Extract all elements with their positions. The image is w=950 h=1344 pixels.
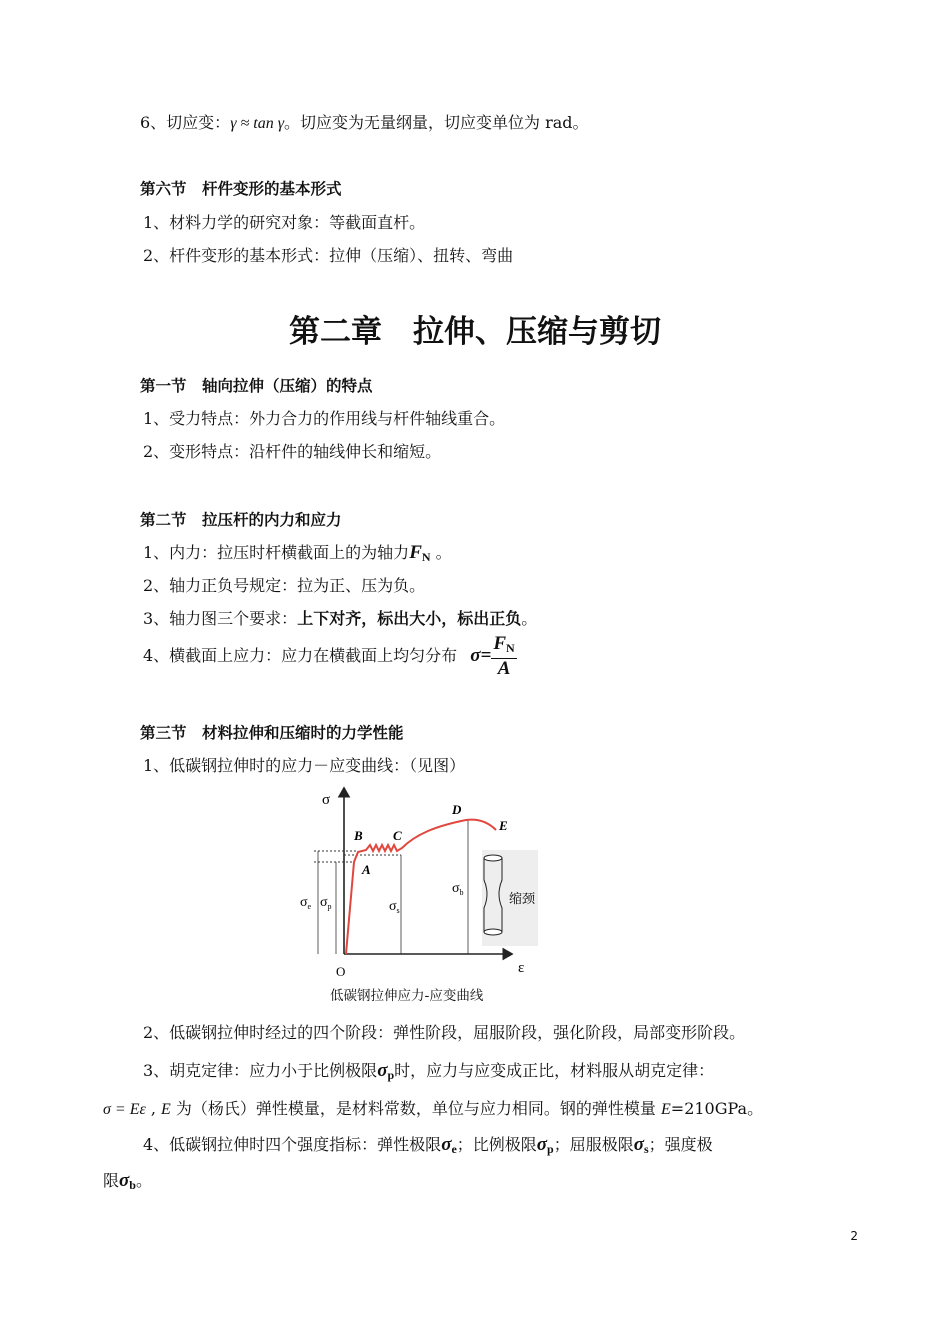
chapter2-section-3-item-2: 2、低碳钢拉伸时经过的四个阶段：弹性阶段，屈服阶段，强化阶段，局部变形阶段。 <box>143 1023 746 1042</box>
chapter2-section-2-item-4: 4、横截面上应力：应力在横截面上均匀分布 σ= $\frac{F_N}{A}$ <box>143 633 515 679</box>
stress-strain-curve <box>346 820 496 954</box>
label-sigma-e: $\sigma_e$ <box>300 895 312 911</box>
axial-force-symbol: F <box>409 542 422 563</box>
point-E: E <box>499 818 508 833</box>
chapter-title: 第二章 拉伸、压缩与剪切 <box>289 314 661 350</box>
chapter2-section-3-item-3: 3、胡克定律：应力小于比例极限$\sigma_p$时，应力与应变成正比，材料服从胡克定律： <box>143 1060 715 1082</box>
point-C: C <box>393 828 402 843</box>
origin-label: O <box>336 964 346 979</box>
chapter2-section-2-item-1: 1、内力：拉压时杆横截面上的为轴力$F_N$ 。 <box>143 542 452 564</box>
axial-diagram-requirements: 上下对齐，标出大小，标出正负 <box>297 609 522 628</box>
necking-label: 缩颈 <box>509 891 536 906</box>
chapter2-section-3-item-3-cont: σ = Eε , E 为（杨氏）弹性模量，是材料常数，单位与应力相同。钢的弹性模量 E=210GPa。 <box>103 1099 764 1118</box>
figure-caption: 低碳钢拉伸应力-应变曲线 <box>330 988 484 1004</box>
shear-strain-formula: γ ≈ tan γ <box>230 115 285 132</box>
label-sigma-p: $\sigma_p$ <box>320 895 332 911</box>
chapter2-section-1-heading: 第一节 轴向拉伸（压缩）的特点 <box>140 377 373 395</box>
section-6-item-1: 1、材料力学的研究对象：等截面直杆。 <box>143 213 426 232</box>
label-sigma-s: $\sigma_s$ <box>389 899 400 915</box>
section-6-heading: 第六节 杆件变形的基本形式 <box>140 180 342 198</box>
chapter2-section-2-item-3: 3、轴力图三个要求：上下对齐，标出大小，标出正负。 <box>143 609 538 628</box>
chapter2-section-1-item-2: 2、变形特点：沿杆件的轴线伸长和缩短。 <box>143 442 442 461</box>
stress-formula-fraction: $\frac{F_N}{A}$ <box>493 633 515 679</box>
point-D: D <box>452 802 462 817</box>
point-A: A <box>362 862 371 877</box>
x-axis-label: ε <box>518 960 525 976</box>
label-sigma-b: $\sigma_b$ <box>452 881 464 897</box>
necking-specimen <box>482 850 538 946</box>
chapter2-section-2-heading: 第二节 拉压杆的内力和应力 <box>140 511 342 529</box>
chapter2-section-3-heading: 第三节 材料拉伸和压缩时的力学性能 <box>140 724 404 742</box>
point-B: B <box>354 828 363 843</box>
chapter2-section-3-item-4: 4、低碳钢拉伸时四个强度指标：弹性极限$\sigma_e$；比例极限$\sigma_p$；屈服极限$\sigma_s$；强度极 <box>143 1134 713 1156</box>
chapter2-section-3-item-4-cont: 限$\sigma_b$。 <box>103 1170 152 1192</box>
stress-strain-figure <box>296 782 556 982</box>
stress-formula-lhs: σ= <box>470 645 492 666</box>
hooke-law-formula: σ = Eε <box>103 1101 146 1118</box>
y-axis-label: σ <box>322 792 331 808</box>
chapter2-section-1-item-1: 1、受力特点：外力合力的作用线与杆件轴线重合。 <box>143 409 506 428</box>
shear-strain-item: 6、切应变：γ ≈ tan γ。切应变为无量纲量，切应变单位为 rad。 <box>140 113 589 132</box>
chapter2-section-2-item-2: 2、轴力正负号规定：拉为正、压为负。 <box>143 576 426 595</box>
section-6-item-2: 2、杆件变形的基本形式：拉伸（压缩）、扭转、弯曲 <box>143 246 514 265</box>
chapter2-section-3-item-1: 1、低碳钢拉伸时的应力－应变曲线：（见图） <box>143 756 466 775</box>
page-number: 2 <box>850 1229 858 1243</box>
